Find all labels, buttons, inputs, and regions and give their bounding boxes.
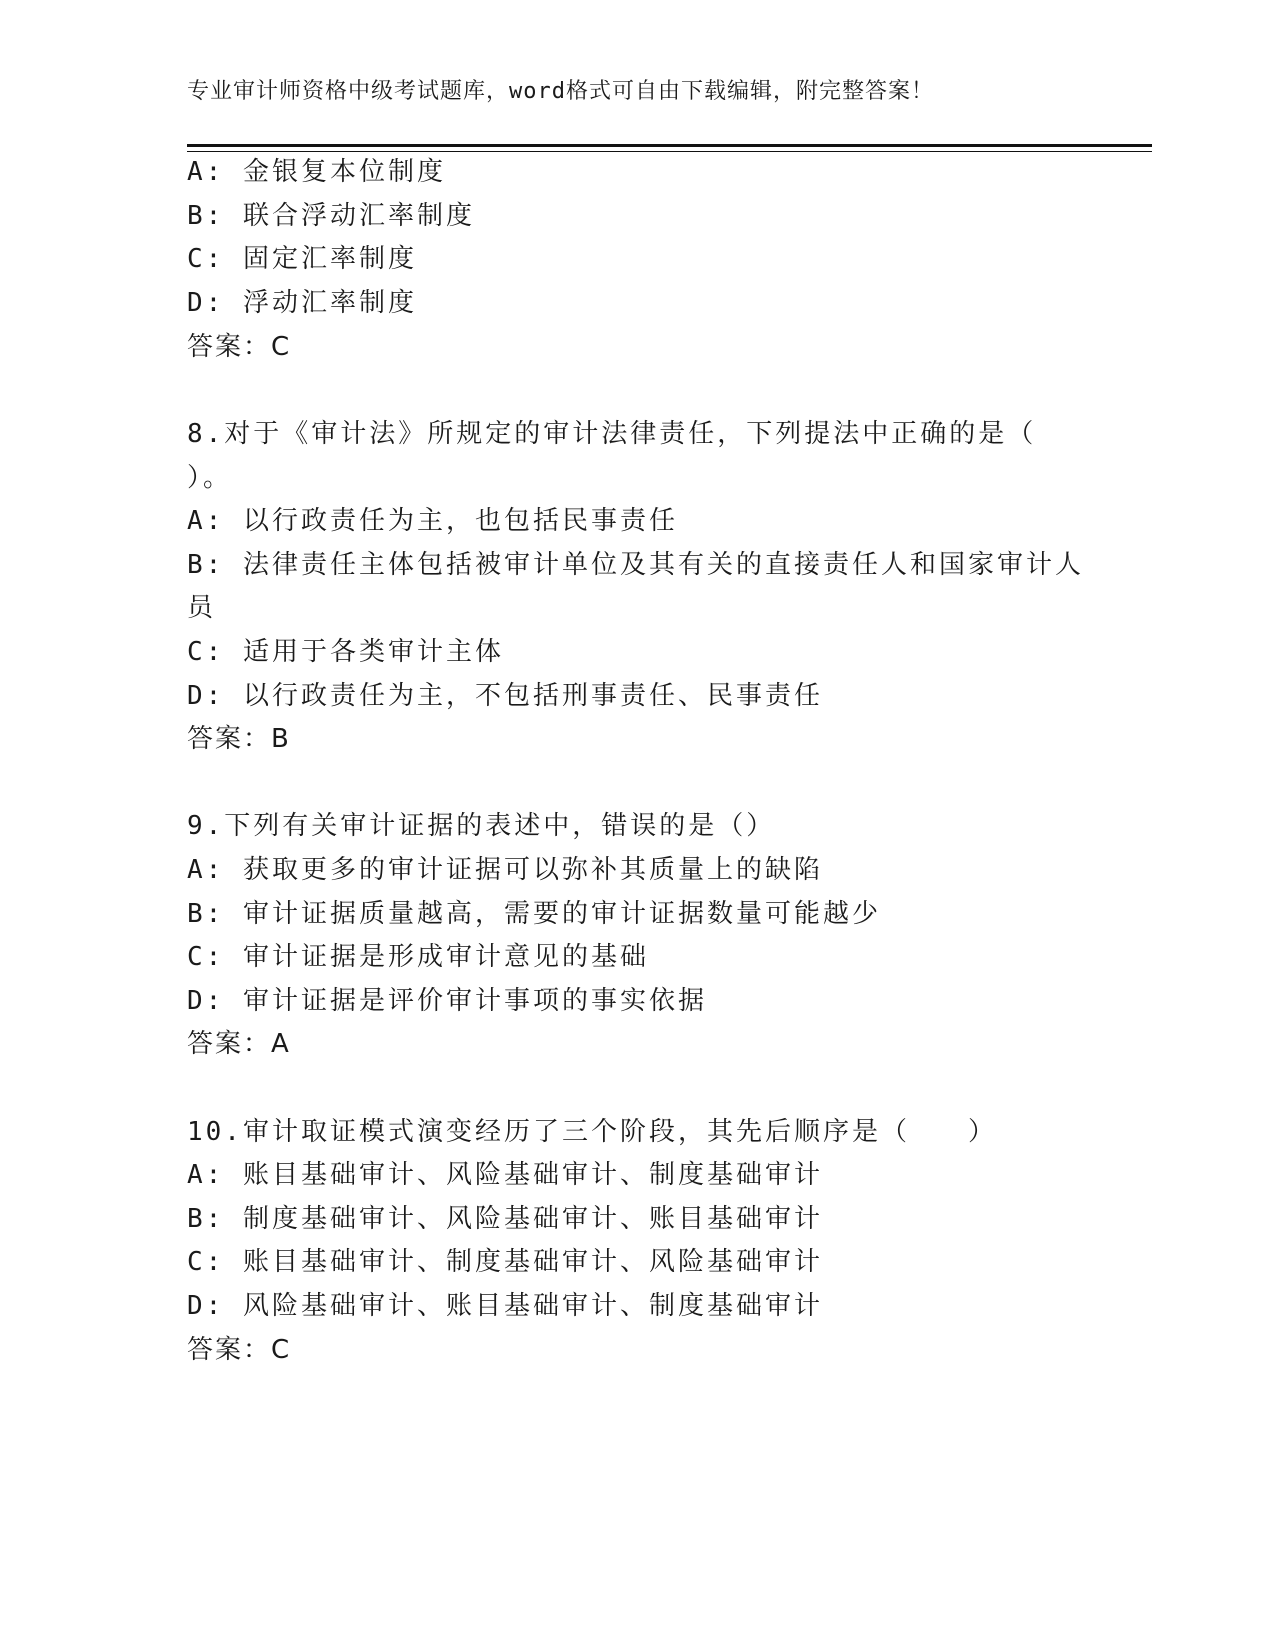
- q9-answer: 答案：A: [187, 1029, 291, 1059]
- header-rule-thin: [187, 151, 1152, 152]
- q9-option-d: D: 审计证据是评价审计事项的事实依据: [187, 986, 707, 1016]
- q10-option-b: B: 制度基础审计、风险基础审计、账目基础审计: [187, 1204, 823, 1234]
- q7-option-a: A: 金银复本位制度: [187, 157, 446, 187]
- q8-option-d: D: 以行政责任为主，不包括刑事责任、民事责任: [187, 681, 823, 711]
- q9-option-a: A: 获取更多的审计证据可以弥补其质量上的缺陷: [187, 855, 823, 885]
- q7-option-b: B: 联合浮动汇率制度: [187, 201, 475, 231]
- page-header: 专业审计师资格中级考试题库，word格式可自由下载编辑，附完整答案！: [187, 79, 934, 104]
- q8-stem-line1: 8.对于《审计法》所规定的审计法律责任，下列提法中正确的是（: [187, 419, 1037, 449]
- q10-option-a: A: 账目基础审计、风险基础审计、制度基础审计: [187, 1160, 823, 1190]
- header-rule-thick: [187, 144, 1152, 147]
- q7-option-c: C: 固定汇率制度: [187, 244, 417, 274]
- q8-option-a: A: 以行政责任为主，也包括民事责任: [187, 506, 678, 536]
- q8-option-b-line1: B: 法律责任主体包括被审计单位及其有关的直接责任人和国家审计人: [187, 550, 1084, 580]
- q8-answer: 答案：B: [187, 724, 291, 754]
- q9-option-c: C: 审计证据是形成审计意见的基础: [187, 942, 649, 972]
- q9-stem: 9.下列有关审计证据的表述中，错误的是（）: [187, 811, 776, 841]
- q8-stem-line2: ）。: [187, 463, 233, 493]
- q10-option-c: C: 账目基础审计、制度基础审计、风险基础审计: [187, 1247, 823, 1277]
- q9-option-b: B: 审计证据质量越高，需要的审计证据数量可能越少: [187, 899, 881, 929]
- q7-option-d: D: 浮动汇率制度: [187, 288, 417, 318]
- q7-answer: 答案：C: [187, 332, 292, 362]
- q10-stem: 10.审计取证模式演变经历了三个阶段，其先后顺序是（ ）: [187, 1117, 997, 1147]
- q10-answer: 答案：C: [187, 1335, 292, 1365]
- q8-option-c: C: 适用于各类审计主体: [187, 637, 504, 667]
- q8-option-b-line2: 员: [187, 593, 217, 623]
- q10-option-d: D: 风险基础审计、账目基础审计、制度基础审计: [187, 1291, 823, 1321]
